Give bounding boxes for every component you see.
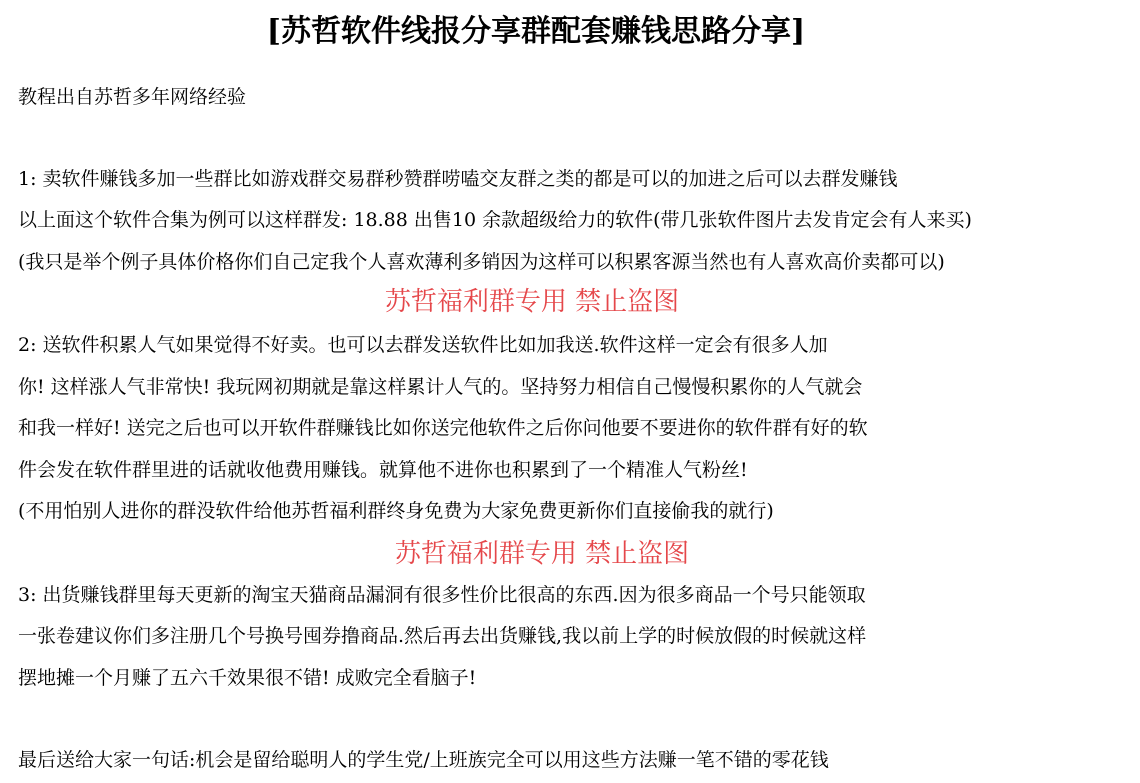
closing-line: 最后送给大家一句话:机会是留给聪明人的学生党/上班族完全可以用这些方法赚一笔不错的零花钱 [18,749,829,771]
section3-line2: 一张卷建议你们多注册几个号换号囤券撸商品.然后再去出货赚钱,我以前上学的时候放假的时候就这样 [18,625,867,647]
section2-line1: 2: 送软件积累人气如果觉得不好卖。也可以去群发送软件比如加我送.软件这样一定会有很多人加 [18,334,828,356]
section2-line3: 和我一样好! 送完之后也可以开软件群赚钱比如你送完他软件之后你问他要不要进你的软件群有好的软 [18,417,868,439]
document-title: [苏哲软件线报分享群配套赚钱思路分享] [266,14,806,49]
document-subtitle: 教程出自苏哲多年网络经验 [18,86,247,108]
section3-line3: 摆地摊一个月赚了五六千效果很不错! 成败完全看脑子! [18,667,477,689]
section1-line3: (我只是举个例子具体价格你们自己定我个人喜欢薄利多销因为这样可以积累客源当然也有人喜欢高价卖都可以) [18,251,945,273]
section2-line5: (不用怕别人进你的群没软件给他苏哲福利群终身免费为大家免费更新你们直接偷我的就行) [18,500,774,522]
section3-line1: 3: 出货赚钱群里每天更新的淘宝天猫商品漏洞有很多性价比很高的东西.因为很多商品一个号只能领取 [18,584,866,606]
section2-line2: 你! 这样涨人气非常快! 我玩网初期就是靠这样累计人气的。坚持努力相信自己慢慢积累你的人气就会 [18,376,863,398]
section2-line4: 件会发在软件群里进的话就收他费用赚钱。就算他不进你也积累到了一个精准人气粉丝! [18,459,748,481]
watermark-text: 苏哲福利群专用 禁止盗图 [384,287,680,317]
section1-line2: 以上面这个软件合集为例可以这样群发: 18.88 出售10 余款超级给力的软件(带几张软件图片去发肯定会有人来买) [18,209,972,231]
watermark-text: 苏哲福利群专用 禁止盗图 [394,539,690,569]
section1-line1: 1: 卖软件赚钱多加一些群比如游戏群交易群秒赞群唠嗑交友群之类的都是可以的加进之后可以去群发赚钱 [18,168,898,190]
